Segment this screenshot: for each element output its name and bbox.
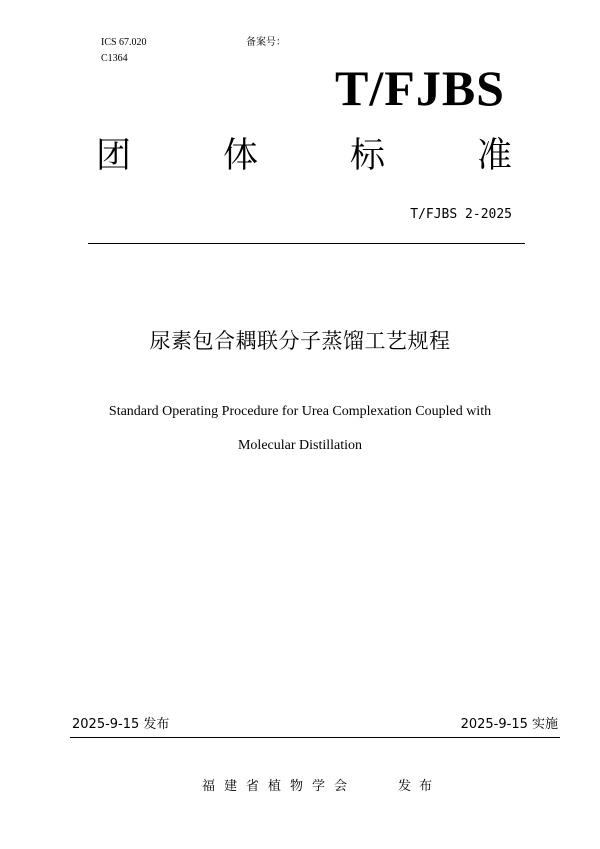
title-english-line: Standard Operating Procedure for Urea Complexation Coupled with (108, 404, 492, 419)
standard-number: T/FJBS 2-2025 (410, 207, 512, 222)
standard-type-char: 团 (96, 136, 132, 176)
standard-type-char: 体 (222, 136, 258, 176)
ccs-code: C1364 (101, 53, 128, 64)
filing-number-label: 备案号： (246, 37, 286, 48)
header-divider (88, 243, 525, 244)
ics-code: ICS 67.020 (101, 37, 147, 48)
standard-type-heading (96, 133, 512, 179)
issuer-action: 发布 (398, 779, 441, 794)
title-english-line: Molecular Distillation (237, 438, 363, 453)
publish-date: 2025-9-15 发布 (72, 717, 170, 732)
standard-type-char: 标 (349, 136, 385, 176)
footer-divider (70, 737, 560, 738)
implement-date: 2025-9-15 实施 (460, 717, 558, 732)
issuer-organization: 福建省植物学会 (202, 779, 357, 794)
title-chinese: 尿素包合耦联分子蒸馏工艺规程 (149, 329, 451, 353)
standard-type-char: 准 (476, 136, 512, 176)
title-english (60, 395, 540, 463)
standard-code-logo: T/FJBS (335, 60, 505, 116)
